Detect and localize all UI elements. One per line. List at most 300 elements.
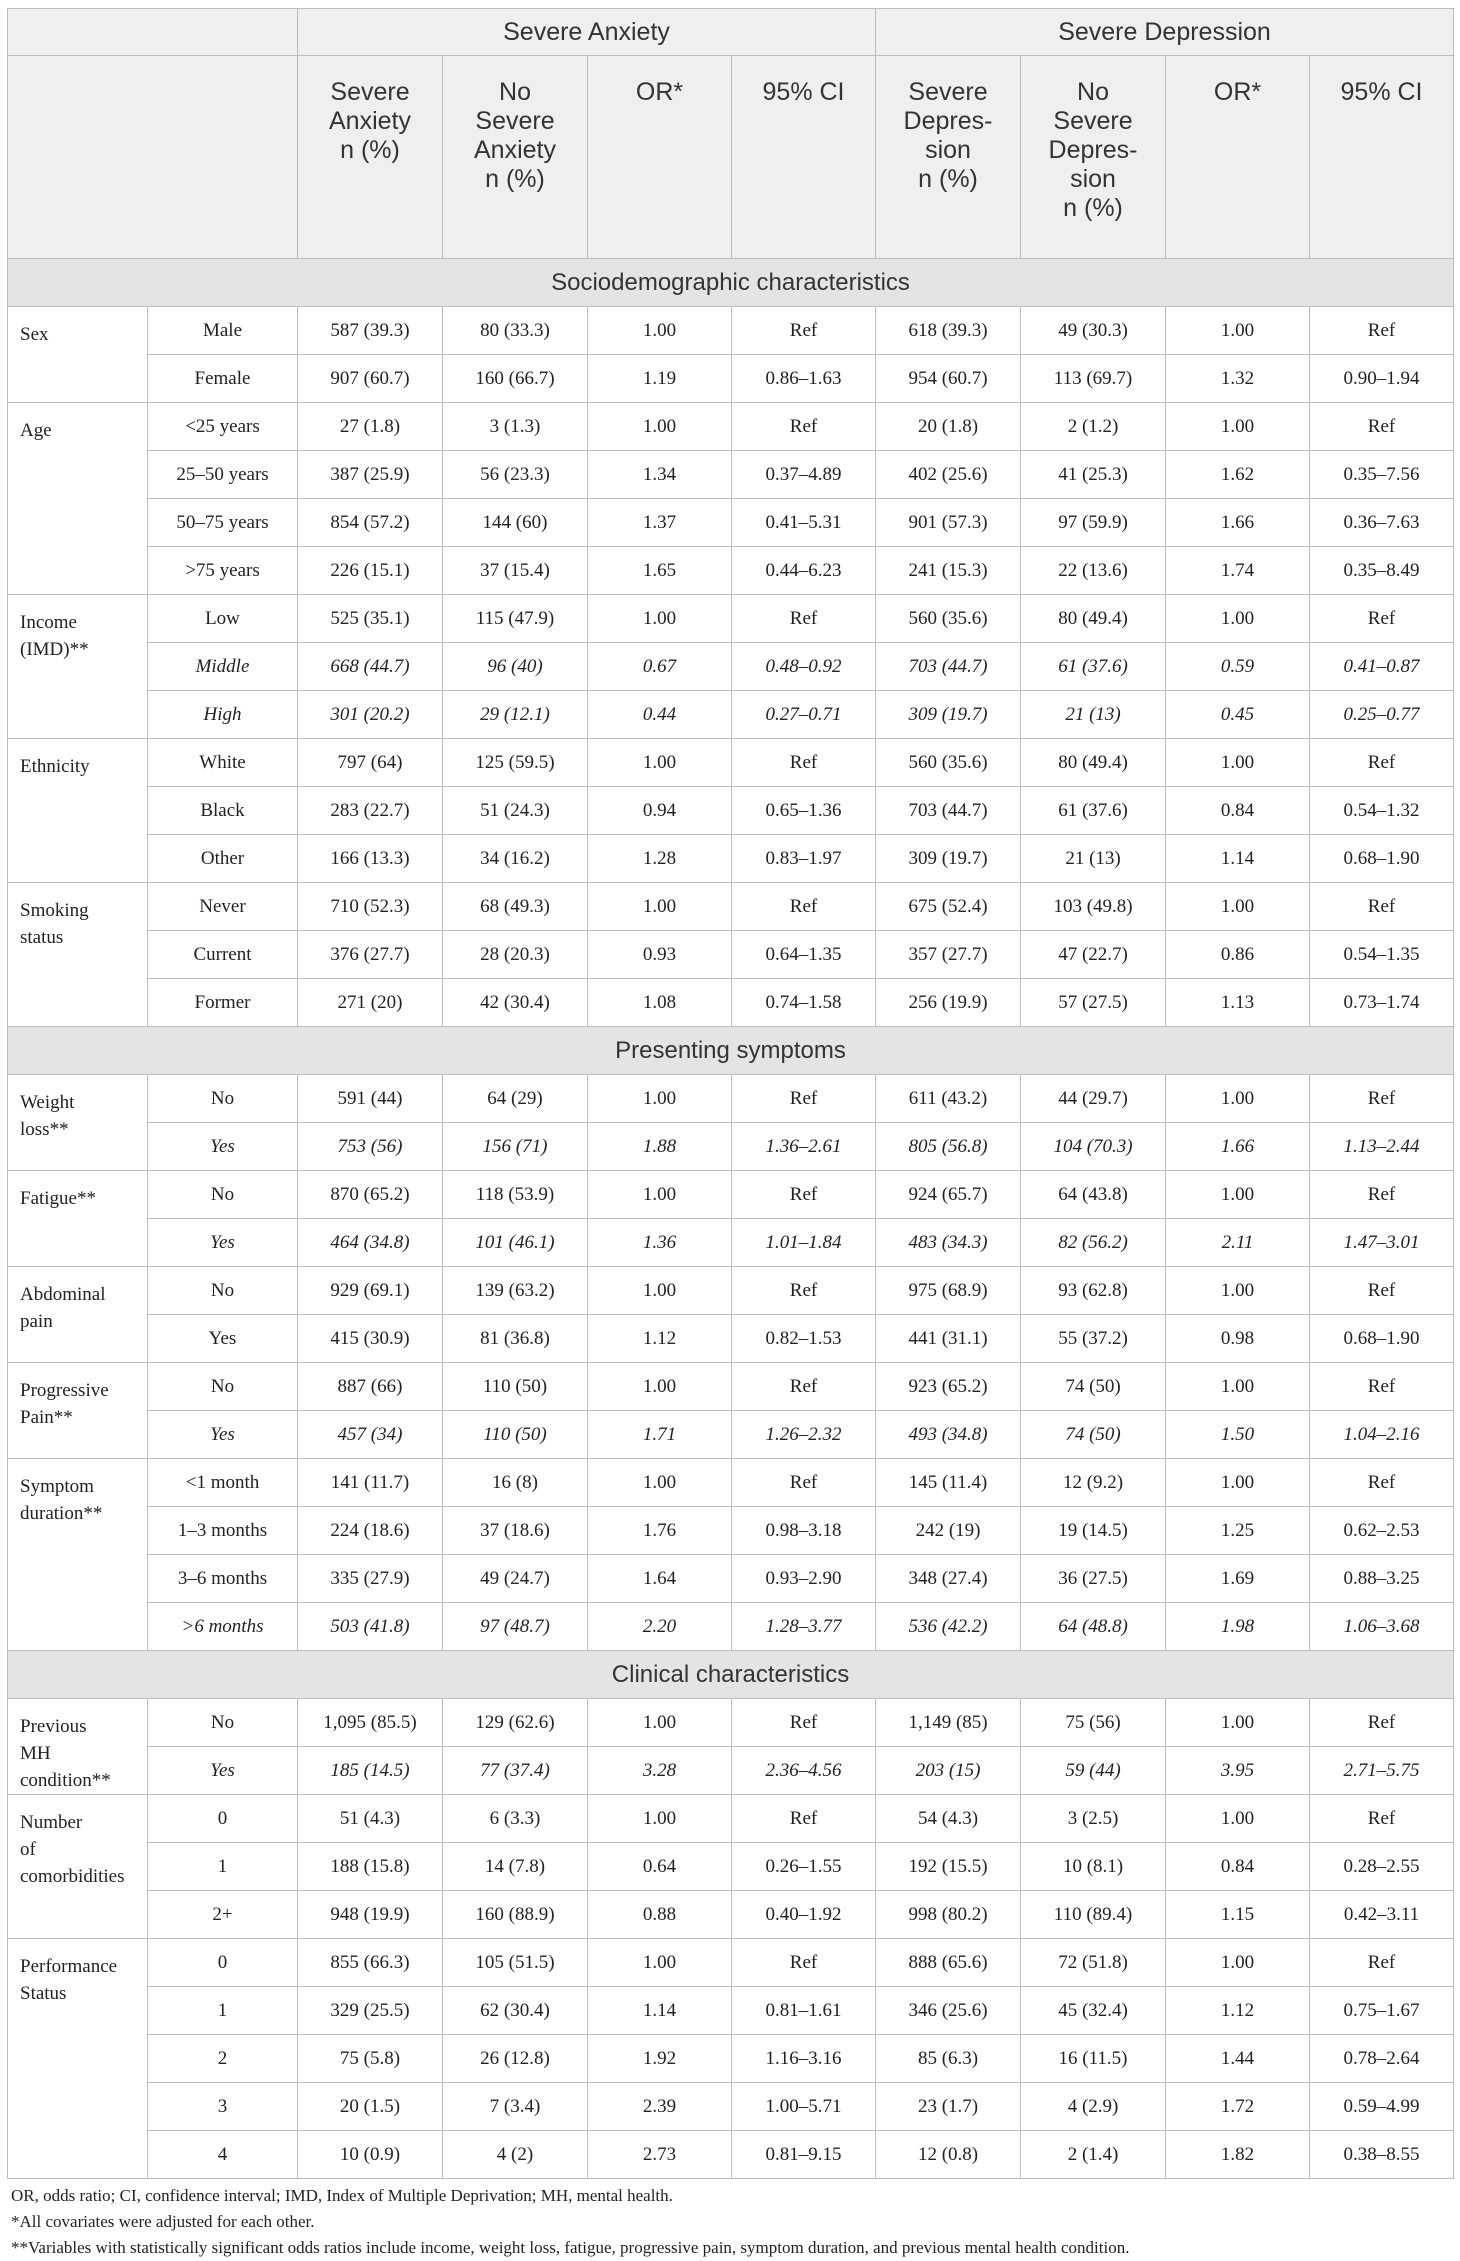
- table-cell: 2 (1.2): [1021, 403, 1166, 451]
- table-cell: 618 (39.3): [876, 307, 1021, 355]
- column-header-line: Severe: [908, 78, 988, 106]
- table-cell: 329 (25.5): [298, 1987, 443, 2035]
- table-cell: 1.28–3.77: [732, 1603, 876, 1651]
- table-cell: 1.00: [588, 1459, 732, 1507]
- table-cell: 72 (51.8): [1021, 1939, 1166, 1987]
- table-cell: 1.74: [1166, 547, 1310, 595]
- table-cell: 0.41–0.87: [1310, 643, 1454, 691]
- table-cell: 1.16–3.16: [732, 2035, 876, 2083]
- table-cell: 887 (66): [298, 1363, 443, 1411]
- column-header-line: No: [499, 78, 531, 106]
- section-row: [8, 259, 1454, 307]
- table-cell: 105 (51.5): [443, 1939, 588, 1987]
- table-cell: 1.76: [588, 1507, 732, 1555]
- variable-label: [8, 595, 148, 739]
- table-cell: 924 (65.7): [876, 1171, 1021, 1219]
- table-row: [8, 835, 1454, 883]
- table-cell: 192 (15.5): [876, 1843, 1021, 1891]
- table-cell: 3 (1.3): [443, 403, 588, 451]
- table-cell: 81 (36.8): [443, 1315, 588, 1363]
- table-cell: 901 (57.3): [876, 499, 1021, 547]
- section-title: Presenting symptoms: [8, 1027, 1454, 1075]
- level-label: 1–3 months: [148, 1507, 298, 1555]
- variable-label-line: pain: [20, 1311, 53, 1332]
- table-cell: 0.88: [588, 1891, 732, 1939]
- level-label: High: [148, 691, 298, 739]
- column-header-line: 95% CI: [762, 78, 845, 106]
- table-cell: 1.66: [1166, 1123, 1310, 1171]
- table-cell: 7 (3.4): [443, 2083, 588, 2131]
- variable-label-line: Progressive: [20, 1380, 109, 1401]
- table-cell: 0.38–8.55: [1310, 2131, 1454, 2179]
- table-cell: 0.68–1.90: [1310, 1315, 1454, 1363]
- table-cell: 1.34: [588, 451, 732, 499]
- table-cell: 0.44–6.23: [732, 547, 876, 595]
- table-cell: 1.00: [1166, 1267, 1310, 1315]
- level-label: 1: [148, 1843, 298, 1891]
- table-cell: 923 (65.2): [876, 1363, 1021, 1411]
- table-cell: 0.82–1.53: [732, 1315, 876, 1363]
- section-title: Clinical characteristics: [8, 1651, 1454, 1699]
- table-cell: 703 (44.7): [876, 643, 1021, 691]
- table-cell: 1.66: [1166, 499, 1310, 547]
- level-label: White: [148, 739, 298, 787]
- level-label: >6 months: [148, 1603, 298, 1651]
- table-cell: 0.84: [1166, 1843, 1310, 1891]
- table-cell: 0.42–3.11: [1310, 1891, 1454, 1939]
- table-cell: 10 (8.1): [1021, 1843, 1166, 1891]
- table-cell: 0.25–0.77: [1310, 691, 1454, 739]
- table-row: [8, 2131, 1454, 2179]
- table-cell: 1.04–2.16: [1310, 1411, 1454, 1459]
- table-cell: Ref: [732, 307, 876, 355]
- table-cell: 22 (13.6): [1021, 547, 1166, 595]
- level-label: 0: [148, 1795, 298, 1843]
- table-cell: 0.35–8.49: [1310, 547, 1454, 595]
- column-header-line: Anxiety: [329, 107, 411, 135]
- table-cell: Ref: [732, 883, 876, 931]
- table-cell: 1.14: [1166, 835, 1310, 883]
- level-label: 0: [148, 1939, 298, 1987]
- table-cell: 346 (25.6): [876, 1987, 1021, 2035]
- table-cell: 0.64: [588, 1843, 732, 1891]
- table-cell: 82 (56.2): [1021, 1219, 1166, 1267]
- table-cell: 560 (35.6): [876, 595, 1021, 643]
- table-cell: 56 (23.3): [443, 451, 588, 499]
- table-cell: 68 (49.3): [443, 883, 588, 931]
- level-label: Female: [148, 355, 298, 403]
- table-cell: 14 (7.8): [443, 1843, 588, 1891]
- table-cell: 45 (32.4): [1021, 1987, 1166, 2035]
- table-cell: 1.00: [588, 739, 732, 787]
- table-cell: 118 (53.9): [443, 1171, 588, 1219]
- level-label: Current: [148, 931, 298, 979]
- level-label: Yes: [148, 1315, 298, 1363]
- table-row: [8, 1987, 1454, 2035]
- level-label: Former: [148, 979, 298, 1027]
- table-cell: 0.86–1.63: [732, 355, 876, 403]
- table-cell: 2 (1.4): [1021, 2131, 1166, 2179]
- table-cell: 49 (30.3): [1021, 307, 1166, 355]
- variable-label-line: Abdominal: [20, 1284, 106, 1305]
- results-table-container: [7, 8, 1453, 2261]
- column-header-line: No: [1077, 78, 1109, 106]
- table-cell: 1.13: [1166, 979, 1310, 1027]
- variable-label: [8, 1459, 148, 1651]
- table-cell: 3.28: [588, 1747, 732, 1795]
- table-cell: 2.73: [588, 2131, 732, 2179]
- table-cell: 1.00: [1166, 1363, 1310, 1411]
- table-cell: Ref: [732, 595, 876, 643]
- table-cell: 1.25: [1166, 1507, 1310, 1555]
- table-cell: 42 (30.4): [443, 979, 588, 1027]
- table-cell: 12 (0.8): [876, 2131, 1021, 2179]
- table-cell: 805 (56.8): [876, 1123, 1021, 1171]
- table-row: [8, 355, 1454, 403]
- table-cell: 1.00: [1166, 1795, 1310, 1843]
- column-header-line: Anxiety: [474, 136, 556, 164]
- table-cell: 0.44: [588, 691, 732, 739]
- table-cell: 0.48–0.92: [732, 643, 876, 691]
- table-cell: 309 (19.7): [876, 835, 1021, 883]
- variable-label-line: Age: [20, 420, 52, 441]
- table-cell: 21 (13): [1021, 835, 1166, 883]
- table-row: [8, 931, 1454, 979]
- table-cell: 0.73–1.74: [1310, 979, 1454, 1027]
- table-cell: 348 (27.4): [876, 1555, 1021, 1603]
- table-cell: 855 (66.3): [298, 1939, 443, 1987]
- variable-label-line: Previous: [20, 1716, 87, 1737]
- odds-ratio-table: [7, 8, 1454, 2179]
- table-cell: 23 (1.7): [876, 2083, 1021, 2131]
- level-label: 2: [148, 2035, 298, 2083]
- variable-label: [8, 307, 148, 403]
- column-header-line: OR*: [635, 78, 684, 106]
- table-cell: 1.00: [588, 883, 732, 931]
- table-cell: 1.00: [588, 595, 732, 643]
- table-cell: 710 (52.3): [298, 883, 443, 931]
- table-cell: Ref: [732, 403, 876, 451]
- table-cell: 2.36–4.56: [732, 1747, 876, 1795]
- header-corner-lower: [8, 56, 298, 259]
- table-cell: 115 (47.9): [443, 595, 588, 643]
- table-cell: 1.19: [588, 355, 732, 403]
- table-row: [8, 1267, 1454, 1315]
- table-cell: 1.32: [1166, 355, 1310, 403]
- table-cell: 44 (29.7): [1021, 1075, 1166, 1123]
- variable-label-line: Number: [20, 1812, 83, 1833]
- variable-label: [8, 1075, 148, 1171]
- table-cell: 75 (5.8): [298, 2035, 443, 2083]
- table-cell: 2.39: [588, 2083, 732, 2131]
- table-cell: 854 (57.2): [298, 499, 443, 547]
- table-row: [8, 1843, 1454, 1891]
- table-cell: 74 (50): [1021, 1363, 1166, 1411]
- variable-label-line: Income: [20, 612, 77, 633]
- table-cell: 1.92: [588, 2035, 732, 2083]
- table-cell: 0.81–1.61: [732, 1987, 876, 2035]
- table-cell: 0.93–2.90: [732, 1555, 876, 1603]
- level-label: Yes: [148, 1411, 298, 1459]
- table-row: [8, 643, 1454, 691]
- table-cell: 1.00: [1166, 307, 1310, 355]
- table-cell: Ref: [1310, 1699, 1454, 1747]
- table-cell: 74 (50): [1021, 1411, 1166, 1459]
- variable-label: [8, 403, 148, 595]
- table-cell: 110 (50): [443, 1363, 588, 1411]
- table-cell: 1.00: [588, 1699, 732, 1747]
- table-cell: 2.20: [588, 1603, 732, 1651]
- column-header: [298, 56, 443, 259]
- table-cell: 19 (14.5): [1021, 1507, 1166, 1555]
- table-row: [8, 403, 1454, 451]
- table-cell: 21 (13): [1021, 691, 1166, 739]
- table-cell: 357 (27.7): [876, 931, 1021, 979]
- table-cell: 387 (25.9): [298, 451, 443, 499]
- table-cell: 1,095 (85.5): [298, 1699, 443, 1747]
- table-cell: 37 (18.6): [443, 1507, 588, 1555]
- table-cell: 0.98: [1166, 1315, 1310, 1363]
- variable-label-line: duration**: [20, 1503, 103, 1524]
- table-cell: 1.00: [588, 1795, 732, 1843]
- variable-label-line: of: [20, 1839, 36, 1860]
- table-cell: 47 (22.7): [1021, 931, 1166, 979]
- table-cell: 113 (69.7): [1021, 355, 1166, 403]
- header-corner: [8, 9, 298, 56]
- table-cell: 1.00: [1166, 595, 1310, 643]
- table-cell: 1.01–1.84: [732, 1219, 876, 1267]
- table-cell: 0.54–1.35: [1310, 931, 1454, 979]
- table-row: [8, 595, 1454, 643]
- table-row: [8, 1123, 1454, 1171]
- table-cell: Ref: [1310, 403, 1454, 451]
- table-cell: 61 (37.6): [1021, 787, 1166, 835]
- table-cell: 34 (16.2): [443, 835, 588, 883]
- table-cell: 0.59–4.99: [1310, 2083, 1454, 2131]
- table-cell: 1.00–5.71: [732, 2083, 876, 2131]
- table-cell: 144 (60): [443, 499, 588, 547]
- level-label: No: [148, 1171, 298, 1219]
- header-group-depression: Severe Depression: [876, 9, 1454, 56]
- table-row: [8, 1315, 1454, 1363]
- table-cell: 188 (15.8): [298, 1843, 443, 1891]
- table-cell: Ref: [1310, 1795, 1454, 1843]
- variable-label: [8, 1363, 148, 1459]
- level-label: Never: [148, 883, 298, 931]
- table-cell: 96 (40): [443, 643, 588, 691]
- table-row: [8, 1507, 1454, 1555]
- table-cell: 4 (2): [443, 2131, 588, 2179]
- table-cell: 1.00: [1166, 403, 1310, 451]
- table-cell: 376 (27.7): [298, 931, 443, 979]
- table-cell: 0.84: [1166, 787, 1310, 835]
- table-cell: Ref: [732, 1699, 876, 1747]
- level-label: No: [148, 1075, 298, 1123]
- table-cell: 1.15: [1166, 1891, 1310, 1939]
- table-cell: 0.65–1.36: [732, 787, 876, 835]
- table-cell: 954 (60.7): [876, 355, 1021, 403]
- table-cell: Ref: [732, 1939, 876, 1987]
- table-cell: 703 (44.7): [876, 787, 1021, 835]
- table-row: [8, 1891, 1454, 1939]
- table-row: [8, 979, 1454, 1027]
- table-cell: 0.90–1.94: [1310, 355, 1454, 403]
- table-cell: 1.64: [588, 1555, 732, 1603]
- header-group-anxiety: Severe Anxiety: [298, 9, 876, 56]
- variable-label-line: Status: [20, 1983, 67, 2004]
- column-header: [1021, 56, 1166, 259]
- level-label: <25 years: [148, 403, 298, 451]
- table-cell: 80 (49.4): [1021, 595, 1166, 643]
- variable-label: [8, 1267, 148, 1363]
- table-row: [8, 1795, 1454, 1843]
- table-cell: 975 (68.9): [876, 1267, 1021, 1315]
- table-cell: 0.40–1.92: [732, 1891, 876, 1939]
- table-footnotes: [7, 2179, 1453, 2261]
- level-label: Yes: [148, 1219, 298, 1267]
- table-cell: 1.12: [588, 1315, 732, 1363]
- table-cell: 1.00: [1166, 1939, 1310, 1987]
- table-cell: 3 (2.5): [1021, 1795, 1166, 1843]
- table-cell: 29 (12.1): [443, 691, 588, 739]
- table-cell: 1.00: [588, 1363, 732, 1411]
- level-label: Black: [148, 787, 298, 835]
- level-label: Middle: [148, 643, 298, 691]
- table-cell: 104 (70.3): [1021, 1123, 1166, 1171]
- table-cell: 1.98: [1166, 1603, 1310, 1651]
- table-cell: 0.74–1.58: [732, 979, 876, 1027]
- variable-label: [8, 1795, 148, 1939]
- table-cell: Ref: [1310, 307, 1454, 355]
- header-column-row: [8, 56, 1454, 259]
- table-cell: 110 (50): [443, 1411, 588, 1459]
- column-header: [588, 56, 732, 259]
- table-cell: 1.65: [588, 547, 732, 595]
- table-row: [8, 451, 1454, 499]
- column-header-line: n (%): [340, 136, 400, 164]
- table-row: [8, 307, 1454, 355]
- table-cell: 1.44: [1166, 2035, 1310, 2083]
- table-cell: 110 (89.4): [1021, 1891, 1166, 1939]
- table-cell: 0.54–1.32: [1310, 787, 1454, 835]
- column-header-line: n (%): [918, 165, 978, 193]
- table-row: [8, 691, 1454, 739]
- table-cell: 0.67: [588, 643, 732, 691]
- table-cell: 10 (0.9): [298, 2131, 443, 2179]
- variable-label-line: comorbidities: [20, 1866, 125, 1887]
- table-cell: 1.00: [588, 1075, 732, 1123]
- table-row: [8, 1555, 1454, 1603]
- table-cell: 2.11: [1166, 1219, 1310, 1267]
- footnote: **Variables with statistically significant odds ratios include income, weight loss, fatigue, progressive pain, symptom duration, and previous mental health condition.: [11, 2238, 1130, 2257]
- table-cell: Ref: [732, 1171, 876, 1219]
- table-cell: 59 (44): [1021, 1747, 1166, 1795]
- table-cell: 0.45: [1166, 691, 1310, 739]
- section-title: Sociodemographic characteristics: [8, 259, 1454, 307]
- table-cell: 20 (1.8): [876, 403, 1021, 451]
- table-cell: 80 (33.3): [443, 307, 588, 355]
- table-cell: 0.62–2.53: [1310, 1507, 1454, 1555]
- section-row: [8, 1651, 1454, 1699]
- table-cell: 125 (59.5): [443, 739, 588, 787]
- table-cell: 0.88–3.25: [1310, 1555, 1454, 1603]
- column-header-line: n (%): [1063, 194, 1123, 222]
- table-cell: 51 (24.3): [443, 787, 588, 835]
- table-row: [8, 739, 1454, 787]
- table-cell: 41 (25.3): [1021, 451, 1166, 499]
- table-cell: 1.00: [588, 307, 732, 355]
- level-label: No: [148, 1699, 298, 1747]
- table-cell: 1.26–2.32: [732, 1411, 876, 1459]
- table-cell: 1.00: [588, 403, 732, 451]
- column-header-line: 95% CI: [1340, 78, 1423, 106]
- table-cell: 36 (27.5): [1021, 1555, 1166, 1603]
- table-cell: 1.00: [1166, 1075, 1310, 1123]
- table-cell: 1.71: [588, 1411, 732, 1459]
- table-cell: 64 (43.8): [1021, 1171, 1166, 1219]
- table-cell: 1.00: [1166, 739, 1310, 787]
- column-header-line: Severe: [475, 107, 555, 135]
- table-cell: 1.82: [1166, 2131, 1310, 2179]
- table-cell: 166 (13.3): [298, 835, 443, 883]
- table-row: [8, 883, 1454, 931]
- table-cell: 226 (15.1): [298, 547, 443, 595]
- table-cell: Ref: [732, 1267, 876, 1315]
- table-cell: 1.06–3.68: [1310, 1603, 1454, 1651]
- variable-label-line: Smoking: [20, 900, 89, 921]
- table-cell: 0.36–7.63: [1310, 499, 1454, 547]
- table-cell: 0.28–2.55: [1310, 1843, 1454, 1891]
- variable-label-line: Weight: [20, 1092, 75, 1113]
- table-cell: 948 (19.9): [298, 1891, 443, 1939]
- table-cell: 185 (14.5): [298, 1747, 443, 1795]
- table-cell: 1.69: [1166, 1555, 1310, 1603]
- table-cell: 80 (49.4): [1021, 739, 1166, 787]
- level-label: Male: [148, 307, 298, 355]
- column-header: [876, 56, 1021, 259]
- table-cell: Ref: [732, 1363, 876, 1411]
- table-cell: 49 (24.7): [443, 1555, 588, 1603]
- level-label: 1: [148, 1987, 298, 2035]
- table-cell: 998 (80.2): [876, 1891, 1021, 1939]
- variable-label-line: MH: [20, 1743, 51, 1764]
- table-cell: 335 (27.9): [298, 1555, 443, 1603]
- table-cell: 1.00: [588, 1171, 732, 1219]
- table-cell: 0.83–1.97: [732, 835, 876, 883]
- table-row: [8, 1747, 1454, 1795]
- table-cell: Ref: [1310, 1075, 1454, 1123]
- table-cell: 668 (44.7): [298, 643, 443, 691]
- level-label: 3–6 months: [148, 1555, 298, 1603]
- column-header-line: sion: [925, 136, 971, 164]
- table-cell: 611 (43.2): [876, 1075, 1021, 1123]
- table-cell: 160 (66.7): [443, 355, 588, 403]
- table-cell: Ref: [732, 1075, 876, 1123]
- table-cell: 1.50: [1166, 1411, 1310, 1459]
- level-label: <1 month: [148, 1459, 298, 1507]
- table-cell: 1.36: [588, 1219, 732, 1267]
- table-cell: 4 (2.9): [1021, 2083, 1166, 2131]
- table-cell: 0.64–1.35: [732, 931, 876, 979]
- column-header: [732, 56, 876, 259]
- table-cell: 493 (34.8): [876, 1411, 1021, 1459]
- table-body: [8, 259, 1454, 2179]
- level-label: 50–75 years: [148, 499, 298, 547]
- table-cell: 402 (25.6): [876, 451, 1021, 499]
- table-cell: Ref: [1310, 1171, 1454, 1219]
- column-header-line: sion: [1070, 165, 1116, 193]
- table-cell: 457 (34): [298, 1411, 443, 1459]
